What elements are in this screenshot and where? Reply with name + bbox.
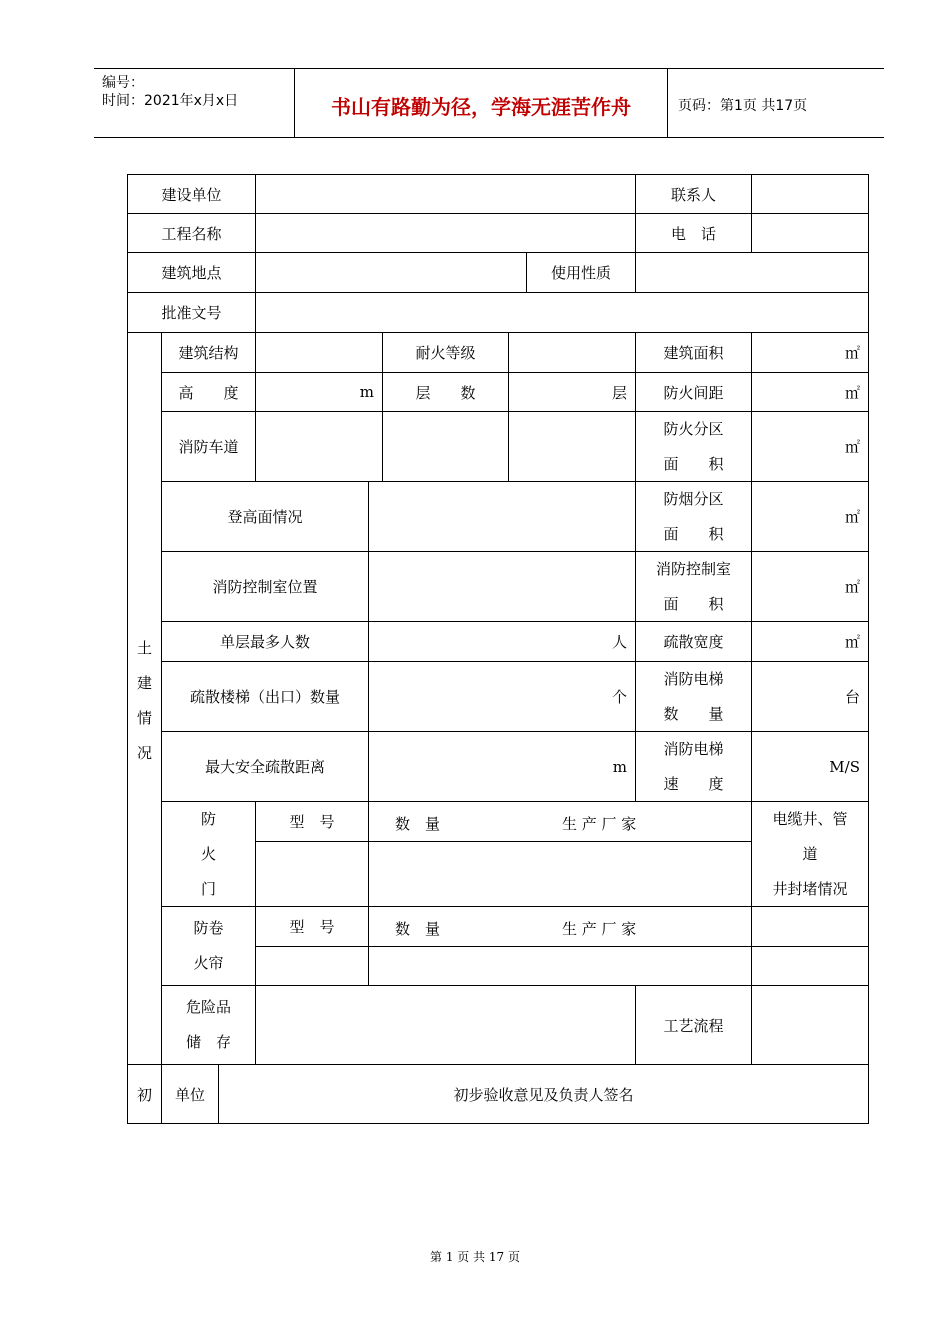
header-motto-cell — [295, 69, 668, 137]
height-input[interactable] — [255, 372, 383, 412]
area-input[interactable] — [751, 332, 869, 373]
height-label: 高 度 — [161, 372, 256, 412]
contact-input[interactable] — [751, 174, 869, 214]
floors-label: 层 数 — [382, 372, 509, 412]
speed-unit: M/S — [829, 757, 860, 776]
fire-zone-label — [635, 411, 752, 482]
lane-label: 消防车道 — [161, 411, 256, 482]
elevator-qty-input[interactable] — [751, 661, 869, 732]
usage-label: 使用性质 — [526, 252, 636, 293]
header-meta — [94, 69, 295, 137]
stairs-unit: 个 — [611, 688, 627, 706]
shutter-qty-header: 数 量 — [395, 920, 441, 938]
contact-label: 联系人 — [635, 174, 752, 214]
door-detail-input[interactable] — [368, 841, 752, 907]
shutter-detail-input[interactable] — [368, 946, 752, 986]
hazard-input[interactable] — [255, 985, 636, 1065]
elevator-speed-line2: 速 度 — [663, 775, 724, 793]
stairs-label: 疏散楼梯（出口）数量 — [161, 661, 369, 732]
fire-rating-label: 耐火等级 — [382, 332, 509, 373]
width-unit: ㎡ — [844, 633, 860, 651]
smoke-zone-label — [635, 481, 752, 552]
side-char: 情 — [136, 709, 152, 727]
hazard-line2: 储 存 — [185, 1033, 231, 1051]
location-label: 建筑地点 — [127, 252, 256, 293]
unit-label: 建设单位 — [127, 174, 256, 214]
page-footer: 第 1 页 共 17 页 — [430, 1250, 520, 1264]
opinion-label: 初步验收意见及负责人签名 — [218, 1064, 869, 1124]
shutter-line1: 防卷 — [193, 919, 224, 937]
climb-input[interactable] — [368, 481, 636, 552]
side-char: 况 — [136, 744, 152, 762]
usage-input[interactable] — [635, 252, 869, 293]
fire-rating-input[interactable] — [508, 332, 636, 373]
civil-section-label — [127, 332, 162, 1065]
shutter-extra-input-2[interactable] — [751, 946, 869, 986]
fire-zone-unit: ㎡ — [844, 438, 860, 456]
climb-label: 登高面情况 — [161, 481, 369, 552]
shutter-maker-header: 生 产 厂 家 — [562, 920, 637, 938]
unit-col-label: 单位 — [161, 1064, 219, 1124]
smoke-zone-input[interactable] — [751, 481, 869, 552]
shutter-extra-input[interactable] — [751, 906, 869, 947]
smoke-zone-unit: ㎡ — [844, 508, 860, 526]
elevator-qty-line2: 数 量 — [663, 705, 724, 723]
control-area-label — [635, 551, 752, 622]
process-label: 工艺流程 — [635, 985, 752, 1065]
shutter-header-cell — [368, 906, 752, 947]
phone-input[interactable] — [751, 213, 869, 253]
spacing-label: 防火间距 — [635, 372, 752, 412]
floors-input[interactable] — [508, 372, 636, 412]
max-people-label: 单层最多人数 — [161, 621, 369, 662]
fire-door-char: 防 — [200, 810, 216, 828]
side-char: 土 — [136, 639, 152, 657]
door-maker-header: 生 产 厂 家 — [562, 815, 637, 833]
unit-input[interactable] — [255, 174, 636, 214]
shutter-line2: 火帘 — [193, 954, 224, 972]
phone-label: 电 话 — [635, 213, 752, 253]
time-label: 时间：2021年x月x日 — [102, 93, 239, 109]
shutter-model-input[interactable] — [255, 946, 369, 986]
door-model-header: 型 号 — [255, 801, 369, 842]
hazard-label — [161, 985, 256, 1065]
smoke-zone-line2: 面 积 — [663, 525, 724, 543]
elevator-speed-line1: 消防电梯 — [663, 740, 724, 758]
control-pos-input[interactable] — [368, 551, 636, 622]
floors-unit: 层 — [611, 383, 627, 402]
shaft-line2: 道 — [802, 845, 818, 863]
area-label: 建筑面积 — [635, 332, 752, 373]
height-unit: m — [359, 383, 374, 401]
structure-input[interactable] — [255, 332, 383, 373]
approval-input[interactable] — [255, 292, 869, 333]
fire-door-char: 门 — [200, 880, 216, 898]
max-people-input[interactable] — [368, 621, 636, 662]
number-label: 编号： — [102, 75, 144, 91]
elevator-speed-input[interactable] — [751, 731, 869, 802]
elevator-unit: 台 — [844, 688, 860, 706]
shutter-model-header: 型 号 — [255, 906, 369, 947]
project-input[interactable] — [255, 213, 636, 253]
motto: 书山有路勤为径，学海无涯苦作舟 — [331, 95, 631, 119]
door-header-cell — [368, 801, 752, 842]
page-info: 页码：第1页 共17页 — [678, 98, 808, 114]
lane-input-2[interactable] — [382, 411, 509, 482]
max-dist-input[interactable] — [368, 731, 636, 802]
hazard-line1: 危险品 — [185, 998, 231, 1016]
door-model-input[interactable] — [255, 841, 369, 907]
fire-zone-line1: 防火分区 — [663, 420, 724, 438]
shaft-line1: 电缆井、管 — [772, 810, 848, 828]
fire-door-label — [161, 801, 256, 907]
shutter-label — [161, 906, 256, 986]
control-area-line1: 消防控制室 — [655, 560, 731, 578]
area-unit: ㎡ — [844, 344, 860, 362]
page-header — [94, 68, 884, 138]
lane-input-3[interactable] — [508, 411, 636, 482]
shaft-seal-label — [751, 801, 869, 907]
control-pos-label: 消防控制室位置 — [161, 551, 369, 622]
door-qty-header: 数 量 — [395, 815, 441, 833]
control-area-input[interactable] — [751, 551, 869, 622]
elevator-qty-label — [635, 661, 752, 732]
smoke-zone-line1: 防烟分区 — [663, 490, 724, 508]
people-unit: 人 — [611, 633, 627, 651]
elevator-qty-line1: 消防电梯 — [663, 670, 724, 688]
spacing-unit: ㎡ — [844, 383, 860, 402]
stairs-input[interactable] — [368, 661, 636, 732]
control-area-line2: 面 积 — [663, 595, 724, 613]
dist-unit: m — [612, 757, 627, 776]
structure-label: 建筑结构 — [161, 332, 256, 373]
lane-input-1[interactable] — [255, 411, 383, 482]
spacing-input[interactable] — [751, 372, 869, 412]
elevator-speed-label — [635, 731, 752, 802]
fire-zone-input[interactable] — [751, 411, 869, 482]
side-char: 建 — [136, 674, 152, 692]
fire-zone-line2: 面 积 — [663, 455, 724, 473]
location-input[interactable] — [255, 252, 527, 293]
shaft-line3: 井封堵情况 — [772, 880, 848, 898]
max-dist-label: 最大安全疏散距离 — [161, 731, 369, 802]
initial-label: 初 — [127, 1064, 162, 1124]
process-input[interactable] — [751, 985, 869, 1065]
control-area-unit: ㎡ — [844, 578, 860, 596]
evac-width-label: 疏散宽度 — [635, 621, 752, 662]
project-label: 工程名称 — [127, 213, 256, 253]
approval-label: 批准文号 — [127, 292, 256, 333]
fire-door-char: 火 — [200, 845, 216, 863]
evac-width-input[interactable] — [751, 621, 869, 662]
